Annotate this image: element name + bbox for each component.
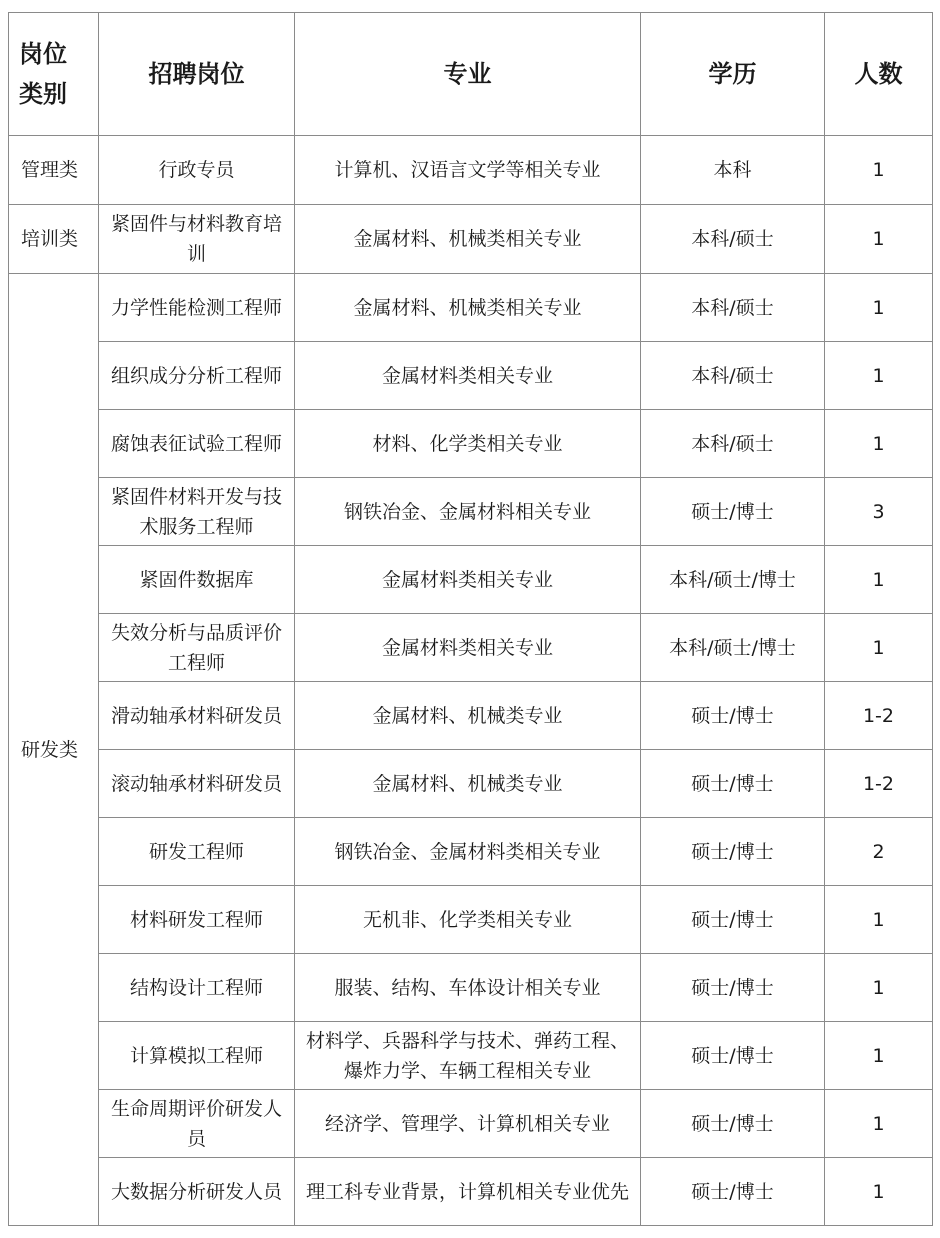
table-row [9,410,933,478]
table-row [9,136,933,205]
count-cell: 1 [825,136,933,205]
major-cell: 材料学、兵器科学与技术、弹药工程、爆炸力学、车辆工程相关专业 [295,1022,641,1090]
category-cell: 管理类 [9,136,99,205]
table-row [9,818,933,886]
count-cell: 1 [825,546,933,614]
position-cell: 滚动轴承材料研发员 [99,750,295,818]
table-row [9,342,933,410]
table-row [9,478,933,546]
table-row [9,1090,933,1158]
count-cell: 1 [825,342,933,410]
education-cell: 本科/硕士/博士 [641,614,825,682]
position-cell: 腐蚀表征试验工程师 [99,410,295,478]
count-cell: 1 [825,205,933,274]
education-cell: 本科/硕士 [641,205,825,274]
major-cell: 金属材料、机械类相关专业 [295,274,641,342]
position-cell: 紧固件数据库 [99,546,295,614]
table-header-row [9,13,933,136]
major-cell: 金属材料类相关专业 [295,614,641,682]
table-row [9,205,933,274]
major-cell: 金属材料、机械类专业 [295,750,641,818]
position-cell: 行政专员 [99,136,295,205]
count-cell: 1 [825,274,933,342]
count-cell: 1-2 [825,750,933,818]
education-cell: 本科/硕士 [641,342,825,410]
education-cell: 本科/硕士 [641,274,825,342]
position-cell: 大数据分析研发人员 [99,1158,295,1226]
count-cell: 1 [825,1090,933,1158]
position-cell: 计算模拟工程师 [99,1022,295,1090]
education-cell: 硕士/博士 [641,1022,825,1090]
education-cell: 硕士/博士 [641,886,825,954]
table-row [9,954,933,1022]
major-cell: 计算机、汉语言文学等相关专业 [295,136,641,205]
count-cell: 1 [825,1158,933,1226]
count-cell: 1 [825,1022,933,1090]
category-cell: 研发类 [9,274,99,1226]
table-row [9,614,933,682]
table-row [9,886,933,954]
education-cell: 本科 [641,136,825,205]
header-major: 专业 [295,13,641,136]
table-row [9,750,933,818]
header-category: 岗位类别 [9,13,99,136]
header-count: 人数 [825,13,933,136]
count-cell: 1-2 [825,682,933,750]
major-cell: 服装、结构、车体设计相关专业 [295,954,641,1022]
major-cell: 经济学、管理学、计算机相关专业 [295,1090,641,1158]
major-cell: 金属材料、机械类相关专业 [295,205,641,274]
header-position: 招聘岗位 [99,13,295,136]
major-cell: 钢铁冶金、金属材料相关专业 [295,478,641,546]
education-cell: 硕士/博士 [641,818,825,886]
education-cell: 硕士/博士 [641,1090,825,1158]
major-cell: 材料、化学类相关专业 [295,410,641,478]
table-row [9,682,933,750]
position-cell: 材料研发工程师 [99,886,295,954]
position-cell: 生命周期评价研发人员 [99,1090,295,1158]
position-cell: 滑动轴承材料研发员 [99,682,295,750]
position-cell: 失效分析与品质评价工程师 [99,614,295,682]
position-cell: 结构设计工程师 [99,954,295,1022]
major-cell: 金属材料类相关专业 [295,546,641,614]
recruitment-table [8,12,933,1226]
header-education: 学历 [641,13,825,136]
category-cell: 培训类 [9,205,99,274]
position-cell: 力学性能检测工程师 [99,274,295,342]
education-cell: 硕士/博士 [641,1158,825,1226]
major-cell: 理工科专业背景，计算机相关专业优先 [295,1158,641,1226]
table-row [9,546,933,614]
major-cell: 钢铁冶金、金属材料类相关专业 [295,818,641,886]
count-cell: 1 [825,954,933,1022]
count-cell: 1 [825,614,933,682]
table-row [9,274,933,342]
count-cell: 3 [825,478,933,546]
education-cell: 硕士/博士 [641,478,825,546]
education-cell: 本科/硕士/博士 [641,546,825,614]
position-cell: 组织成分分析工程师 [99,342,295,410]
count-cell: 1 [825,410,933,478]
major-cell: 无机非、化学类相关专业 [295,886,641,954]
count-cell: 1 [825,886,933,954]
education-cell: 硕士/博士 [641,750,825,818]
education-cell: 硕士/博士 [641,954,825,1022]
education-cell: 本科/硕士 [641,410,825,478]
education-cell: 硕士/博士 [641,682,825,750]
position-cell: 紧固件材料开发与技术服务工程师 [99,478,295,546]
count-cell: 2 [825,818,933,886]
major-cell: 金属材料类相关专业 [295,342,641,410]
major-cell: 金属材料、机械类专业 [295,682,641,750]
table-row [9,1158,933,1226]
table-row [9,1022,933,1090]
position-cell: 紧固件与材料教育培训 [99,205,295,274]
position-cell: 研发工程师 [99,818,295,886]
